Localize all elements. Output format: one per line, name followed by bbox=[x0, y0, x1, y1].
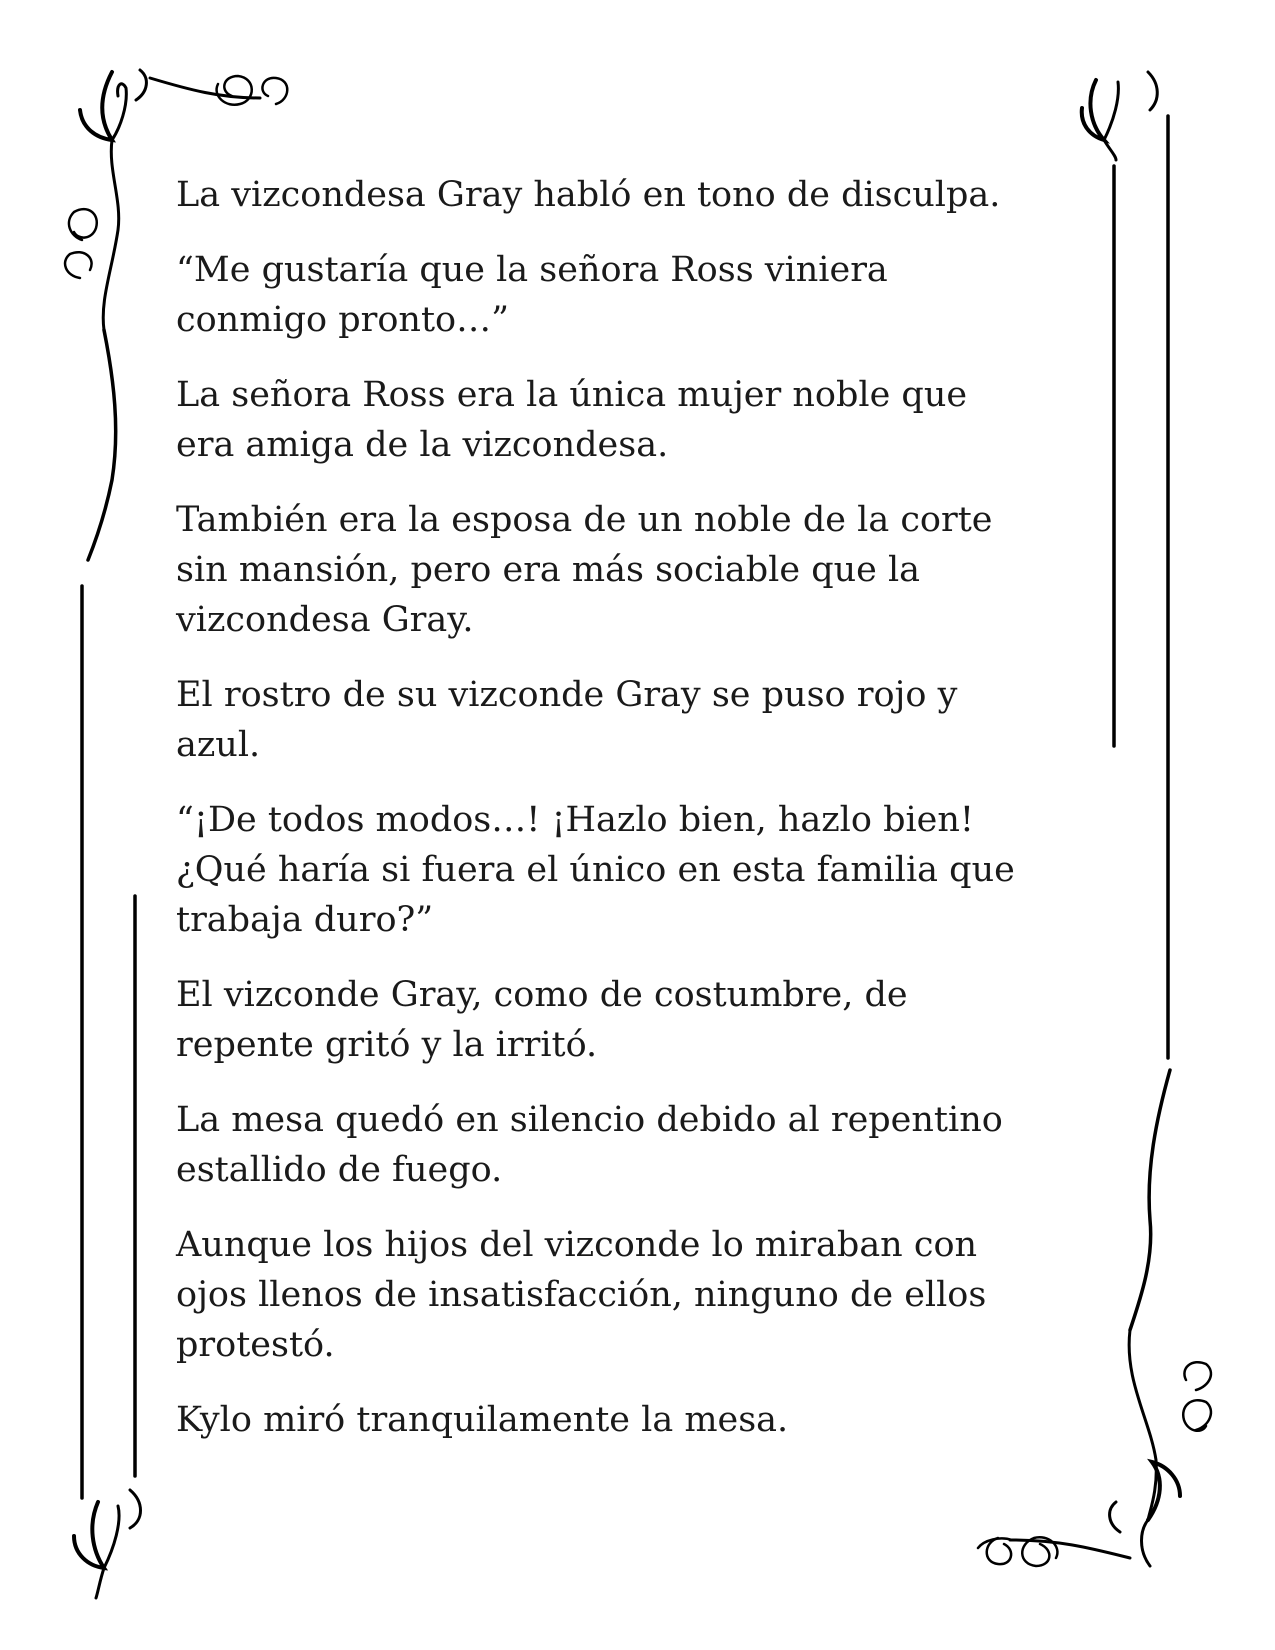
paragraph: Kylo miró tranquilamente la mesa. bbox=[176, 1400, 789, 1440]
paragraph: La mesa quedó en silencio debido al repentino estallido de fuego. bbox=[176, 1100, 1003, 1190]
paragraph: Aunque los hijos del vizconde lo miraban con ojos llenos de insatisfacción, ninguno de ellos protestó. bbox=[176, 1225, 987, 1365]
flourish-bottom-left bbox=[74, 1490, 141, 1598]
paragraph: La vizcondesa Gray habló en tono de disculpa. bbox=[176, 175, 1001, 215]
paragraph: También era la esposa de un noble de la corte sin mansión, pero era más sociable que la vizcondesa Gray. bbox=[176, 500, 993, 640]
paragraph: “Me gustaría que la señora Ross viniera conmigo pronto…” bbox=[176, 250, 888, 340]
paragraph: El vizconde Gray, como de costumbre, de repente gritó y la irritó. bbox=[176, 975, 908, 1065]
story-text bbox=[176, 170, 1096, 1470]
flourish-top-right bbox=[1082, 72, 1158, 160]
paragraph: El rostro de su vizconde Gray se puso rojo y azul. bbox=[176, 675, 958, 765]
paragraph: “¡De todos modos…! ¡Hazlo bien, hazlo bien! ¿Qué haría si fuera el único en esta familia que trabaja duro?” bbox=[176, 800, 1015, 940]
paragraph: La señora Ross era la única mujer noble que era amiga de la vizcondesa. bbox=[176, 375, 968, 465]
